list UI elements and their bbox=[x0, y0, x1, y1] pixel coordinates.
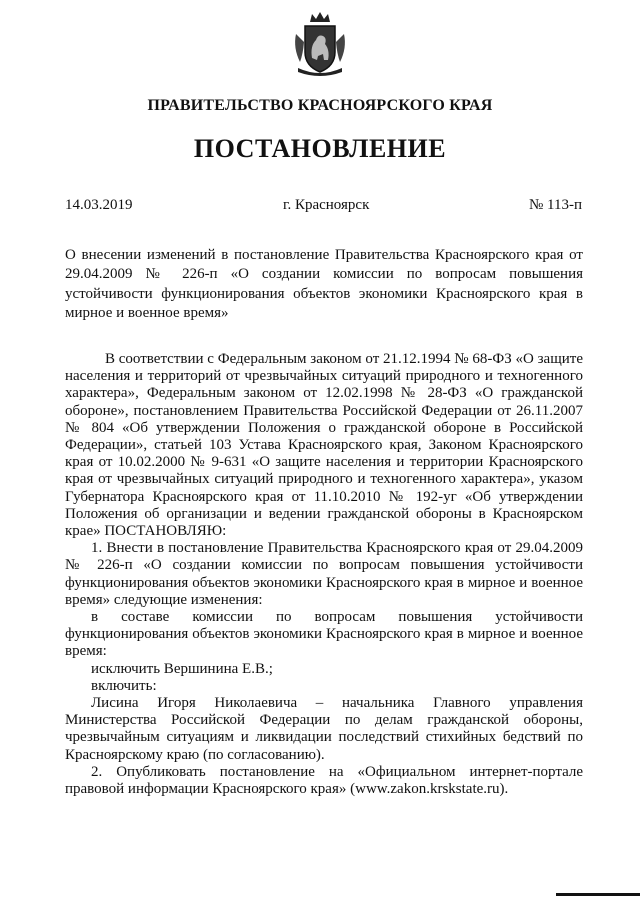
government-title: ПРАВИТЕЛЬСТВО КРАСНОЯРСКОГО КРАЯ bbox=[147, 97, 493, 114]
document-body bbox=[65, 351, 583, 798]
include-person-paragraph: Лисина Игоря Николаевича – начальника Главного управления Министерства Российской Федерации по делам гражданской обороны, чрезвычайным ситуациям и ликвидации последствий стихийных бедствий по Красноярскому краю (по согласованию). bbox=[65, 695, 583, 763]
exclude-paragraph: исключить Вершинина Е.В.; bbox=[91, 660, 273, 677]
document-city: г. Красноярск bbox=[283, 197, 370, 213]
document-subject: О внесении изменений в постановление Правительства Красноярского края от 29.04.2009 № 226-п «О создании комиссии по вопросам повышения устойчивости функционирования объектов экономики Красноярского края в мирное и военное время» bbox=[65, 247, 583, 321]
item-2-paragraph: 2. Опубликовать постановление на «Официальном интернет-портале правовой информации Красноярского края» (www.zakon.krskstate.ru). bbox=[65, 763, 583, 798]
document-type-title: ПОСТАНОВЛЕНИЕ bbox=[193, 134, 447, 163]
footer-divider bbox=[556, 893, 640, 896]
document-date: 14.03.2019 bbox=[65, 197, 133, 213]
document-number: № 113-п bbox=[528, 197, 582, 213]
krasnoyarsk-coat-of-arms-icon bbox=[290, 8, 350, 78]
item-1-paragraph: 1. Внести в постановление Правительства Красноярского края от 29.04.2009 № 226-п «О создании комиссии по вопросам повышения устойчивости функционирования объектов экономики Красноярского края в мирное и военное время» следующие изменения: bbox=[65, 540, 583, 608]
include-label: включить: bbox=[91, 677, 157, 694]
preamble-paragraph: В соответствии с Федеральным законом от 21.12.1994 № 68-ФЗ «О защите населения и территорий от чрезвычайных ситуаций природного и техногенного характера», Федеральным законом от 12.02.1998 № 28-ФЗ «О гражданской обороне», постановлением Правительства Российской Федерации от 26.11.2007 № 804 «Об утверждении Положения о гражданской обороне в Российской Федерации», статьей 103 Устава Красноярского края, Законом Красноярского края от 10.02.2000 № 9-631 «О защите населения и территории Красноярского края от чрезвычайных ситуаций природного и техногенного характера», указом Губернатора Красноярского края от 11.10.2010 № 192-уг «Об утверждении Положения об организации и ведении гражданской обороны в Красноярском крае» ПОСТАНОВЛЯЮ: bbox=[65, 351, 583, 540]
item-1-sub-paragraph: в составе комиссии по вопросам повышения устойчивости функционирования объектов экономики Красноярского края в мирное и военное время: bbox=[65, 609, 583, 660]
